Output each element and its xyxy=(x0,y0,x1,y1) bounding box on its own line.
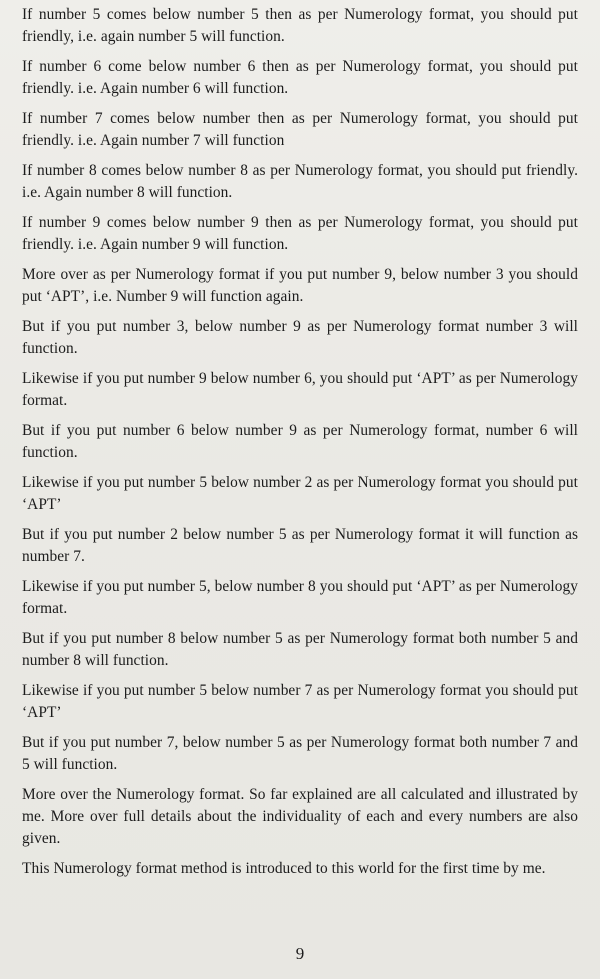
paragraph: More over as per Numerology format if you put number 9, below number 3 you should put ‘APT’, i.e. Number 9 will function again. xyxy=(22,266,578,305)
paragraph: But if you put number 3, below number 9 as per Numerology format number 3 will function. xyxy=(22,318,578,357)
paragraph: This Numerology format method is introduced to this world for the first time by me. xyxy=(22,860,546,877)
paragraph: Likewise if you put number 5 below number 7 as per Numerology format you should put ‘APT’ xyxy=(22,682,578,721)
paragraph: If number 8 comes below number 8 as per Numerology format, you should put friendly. i.e. Again number 8 will function. xyxy=(22,162,578,201)
paragraph: More over the Numerology format. So far explained are all calculated and illustrated by me. More over full details about the individuality of each and every numbers are also given. xyxy=(22,786,578,847)
paragraph: But if you put number 8 below number 5 as per Numerology format both number 5 and number 8 will function. xyxy=(22,630,578,669)
paragraph: If number 6 come below number 6 then as per Numerology format, you should put friendly. i.e. Again number 6 will function. xyxy=(22,58,578,97)
paragraph: Likewise if you put number 5, below number 8 you should put ‘APT’ as per Numerology format. xyxy=(22,578,578,617)
paragraph: But if you put number 6 below number 9 as per Numerology format, number 6 will function. xyxy=(22,422,578,461)
paragraph: If number 9 comes below number 9 then as per Numerology format, you should put friendly. i.e. Again number 9 will function. xyxy=(22,214,578,253)
page-number: 9 xyxy=(295,944,305,963)
paragraph: Likewise if you put number 5 below number 2 as per Numerology format you should put ‘APT’ xyxy=(22,474,578,513)
page-body xyxy=(22,4,578,888)
paragraph: If number 5 comes below number 5 then as per Numerology format, you should put friendly, i.e. again number 5 will function. xyxy=(22,6,578,45)
paragraph: If number 7 comes below number then as per Numerology format, you should put friendly. i.e. Again number 7 will function xyxy=(22,110,578,149)
paragraph: Likewise if you put number 9 below number 6, you should put ‘APT’ as per Numerology format. xyxy=(22,370,578,409)
paragraph: But if you put number 7, below number 5 as per Numerology format both number 7 and 5 will function. xyxy=(22,734,578,773)
paragraph: But if you put number 2 below number 5 as per Numerology format it will function as number 7. xyxy=(22,526,578,565)
